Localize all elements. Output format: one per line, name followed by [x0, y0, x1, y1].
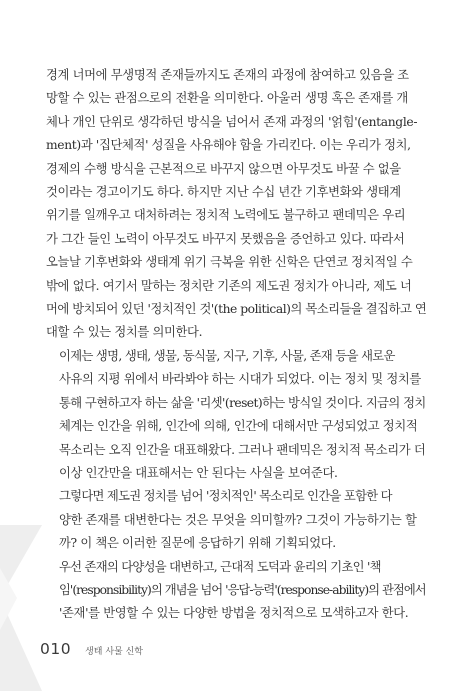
body-text [46, 64, 426, 626]
text-line: 것이라는 경고이기도 하다. 하지만 지난 수십 년간 기후변화와 생태계 [46, 185, 401, 200]
paragraph [46, 345, 426, 485]
text-line: 밖에 없다. 여기서 말하는 정치란 기존의 제도권 정치가 아니라, 제도 너 [46, 278, 412, 293]
text-line: 망할 수 있는 관점으로의 전환을 의미한다. 아울러 생명 혹은 존재를 개 [46, 91, 408, 106]
text-line: 이상 인간만을 대표해서는 안 된다는 사실을 보여준다. [59, 465, 338, 480]
text-line: 체계는 인간을 위해, 인간에 의해, 인간에 대해서만 구성되었고 정치적 [59, 419, 418, 434]
text-line: 경제의 수행 방식을 근본적으로 바꾸지 않으면 아무것도 바꿀 수 없을 [46, 161, 401, 176]
paragraph [46, 64, 426, 345]
text-line: 까? 이 책은 이러한 질문에 응답하기 위해 기획되었다. [59, 536, 336, 551]
text-line: 양한 존재를 대변한다는 것은 무엇을 의미할까? 그것이 가능하기는 할 [59, 512, 417, 527]
text-line: 체나 개인 단위로 생각하던 방식을 넘어서 존재 과정의 '얽힘'(entangle- [46, 114, 418, 129]
page-footer [40, 640, 143, 658]
text-line: 통해 구현하고자 하는 삶을 '리셋'(reset)하는 방식일 것이다. 지금의 정치 [59, 395, 426, 410]
text-line: 목소리는 오직 인간을 대표해왔다. 그러나 팬데믹은 정치적 목소리가 더 [59, 442, 426, 457]
text-line: 사유의 지평 위에서 바라봐야 하는 시대가 되었다. 이는 정치 및 정치를 [59, 372, 421, 387]
text-line: ment)과 '집단체적' 성질을 사유해야 함을 가리킨다. 이는 우리가 정치, [46, 138, 411, 153]
text-line: 대할 수 있는 정치를 의미한다. [46, 325, 203, 340]
text-line: 임'(responsibility)의 개념을 넘어 '응답-능력'(response-ability)의 관점에서 [59, 582, 426, 597]
text-line: 경계 너머에 무생명적 존재들까지도 존재의 과정에 참여하고 있음을 조 [46, 68, 409, 82]
text-line: 우선 존재의 다양성을 대변하고, 근대적 도덕과 윤리의 기초인 '책 [59, 559, 381, 574]
page-number: 010 [40, 640, 72, 658]
text-line: '존재'를 반영할 수 있는 다양한 방법을 정치적으로 모색하고자 한다. [59, 606, 409, 621]
text-line: 머에 방치되어 있던 '정치적인 것'(the political)의 목소리들을 결집하고 연 [46, 302, 427, 317]
paragraph [46, 556, 426, 626]
text-line: 오늘날 기후변화와 생태계 위기 극복을 위한 신학은 단연코 정치적일 수 [46, 255, 413, 270]
text-line: 그렇다면 제도권 정치를 넘어 '정치적인' 목소리로 인간을 포함한 다 [59, 489, 392, 504]
paragraph [46, 485, 426, 555]
text-line: 이제는 생명, 생태, 생물, 동식물, 지구, 기후, 사물, 존재 등을 새로운 [59, 348, 395, 363]
text-line: 가 그간 들인 노력이 아무것도 바꾸지 못했음을 증언하고 있다. 따라서 [46, 231, 405, 246]
running-title: 생태 사물 신학 [85, 647, 143, 657]
text-line: 위기를 일깨우고 대처하려는 정치적 노력에도 불구하고 팬데믹은 우리 [46, 208, 406, 223]
